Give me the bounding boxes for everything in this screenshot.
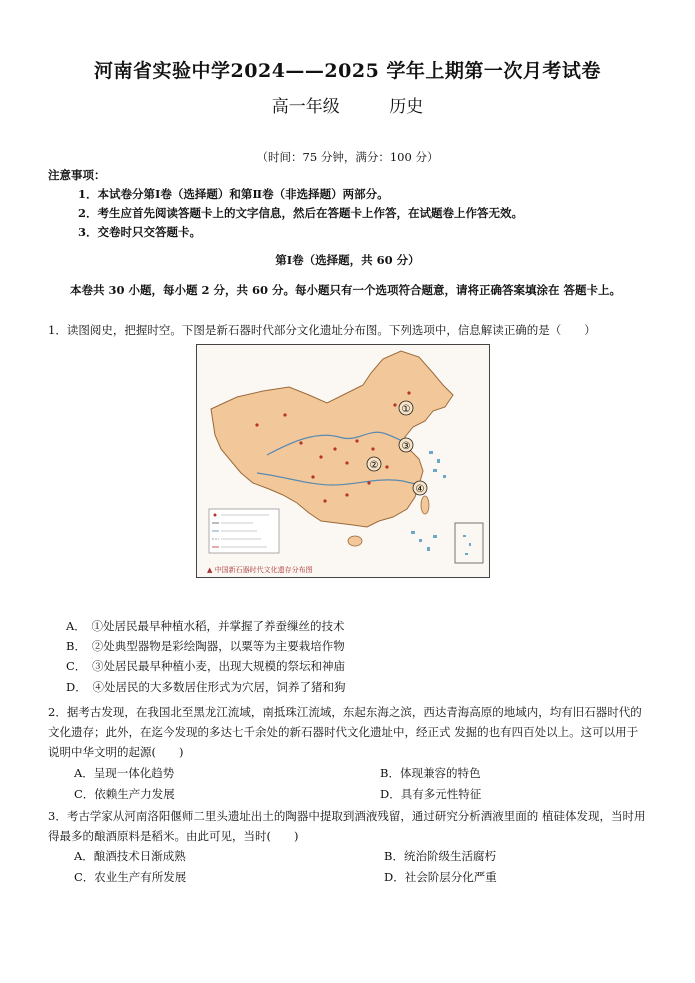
q2-option-c: C．依赖生产力发展: [74, 787, 175, 801]
neolithic-sites-map: [196, 344, 490, 578]
china-landmass: [211, 351, 453, 527]
subject-label: 历史: [389, 97, 424, 117]
taiwan-island: [421, 496, 429, 514]
map-caption: ▲ 中国新石器时代文化遗存分布图: [207, 566, 313, 574]
q1-option-d: D． ④处居民的大多数居住形式为穴居，饲养了猪和狗: [66, 680, 346, 694]
china-map-illustration: [197, 345, 489, 577]
question-3-stem: 3．考古学家从河南洛阳偃师二里头遗址出土的陶器中提取到酒液残留，通过研究分析酒液里面的 植硅体发现，当时用得最多的酿酒原料是稻米。由此可见，当时( ): [48, 809, 646, 843]
q1-option-a: A． ①处居民最早种植水稻，并掌握了养蚕缫丝的技术: [66, 619, 345, 633]
grade-label: 高一年级: [271, 97, 340, 117]
marker-2: ②: [369, 460, 379, 471]
section-heading: 第Ⅰ卷（选择题，共 60 分）: [275, 253, 420, 267]
notes-heading: 注意事项：: [48, 168, 106, 182]
exam-subtitle: [0, 92, 695, 117]
marker-3: ③: [401, 441, 411, 452]
note-item: 2．考生应首先阅读答题卡上的文字信息，然后在答题卡上作答，在试题卷上作答无效。: [78, 206, 523, 220]
q1-option-b: B． ②处典型器物是彩绘陶器，以粟等为主要栽培作物: [66, 639, 345, 653]
note-item: 1．本试卷分第Ⅰ卷（选择题）和第Ⅱ卷（非选择题）两部分。: [78, 187, 389, 201]
q2-option-a: A．呈现一体化趋势: [74, 766, 175, 780]
section-intro: 本卷共 30 小题，每小题 2 分，共 60 分。每小题只有一个选项符合题意，请将正确答案填涂在 答题卡上。: [70, 283, 622, 297]
marker-4: ④: [415, 484, 425, 495]
hainan-island: [348, 536, 362, 546]
q2-option-d: D．具有多元性特征: [380, 787, 482, 801]
question-1-stem: 1．读图阅史，把握时空。下图是新石器时代部分文化遗址分布图。下列选项中，信息解读正确的是（ ）: [48, 323, 596, 337]
question-2-stem: 2．据考古发现，在我国北至黑龙江流域，南抵珠江流域，东起东海之滨，西达青海高原的地域内，均有旧石器时代的文化遗存；此外，在迄今发现的多达七千余处的新石器时代文化遗址中，经正式 发掘的也有四百处以上。这可以用于说明中华文明的起源( ): [48, 705, 642, 759]
note-item: 3．交卷时只交答题卡。: [78, 225, 202, 239]
exam-title: 河南省实验中学2024——2025 学年上期第一次月考试卷: [94, 60, 601, 82]
q3-option-b: B．统治阶级生活腐朽: [384, 849, 496, 863]
q3-option-a: A．酿酒技术日渐成熟: [74, 849, 186, 863]
marker-1: ①: [401, 404, 411, 415]
map-legend: [209, 509, 279, 553]
time-info: （时间：75 分钟，满分：100 分）: [256, 150, 439, 164]
q1-option-c: C． ③处居民最早种植小麦，出现大规模的祭坛和神庙: [66, 659, 346, 673]
q3-option-d: D．社会阶层分化严重: [384, 870, 497, 884]
q3-option-c: C．农业生产有所发展: [74, 870, 187, 884]
q2-option-b: B．体现兼容的特色: [380, 766, 481, 780]
